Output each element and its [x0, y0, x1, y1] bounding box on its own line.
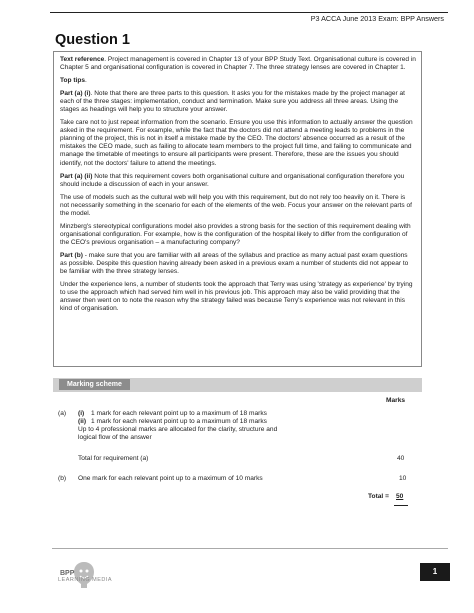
part-b-body: - make sure that you are familiar with all areas of the syllabus and practice as many actual past exam questions as possible. Despite this question having already been asked in a previous exam a number of students did not appear to be familiar with the three strategy lenses.: [60, 251, 409, 276]
text-reference-label: Text reference: [60, 56, 105, 63]
part-a-i-body: . Note that there are three parts to this question. It asks you for the mistakes made by the project manager at each of the three stages: implementation, conduct and termination. Make sure you address all three areas. Using the stages as headings will help you to structure your answer.: [60, 90, 405, 114]
scenario-advice-paragraph: Take care not to just repeat information from the scenario. Ensure you use this information to actually answer the question asked in the requirement. For example, while the fact that the doctors did not attend a meeting leads to problems in the planning of the project, this is not in itself a mistake made by the CEO. The doctors' absence occurred as a result of the mistakes the CEO made, such as failing to allocate team members to the project full time, and failing to communicate and manage the timetable of meetings to ensure all participants were present. Therefore, these are the issues you should identify, not the doctors' failure to attend the meetings.: [60, 119, 413, 167]
part-a-label: (a): [58, 410, 67, 417]
part-b-mark-label: (b): [58, 475, 67, 482]
part-a-ii-body: Note that this requirement covers both organisational culture and organisational configuration therefore you should include a discussion of each in your answer.: [60, 172, 405, 188]
top-tips-paragraph: [60, 77, 416, 85]
part-a-i-mark-label: (i): [78, 410, 85, 417]
footer-rule: [52, 548, 448, 549]
brand-name: BPP: [60, 570, 75, 577]
page-title: Question 1: [55, 32, 130, 48]
grand-total-value: 50: [396, 493, 404, 500]
part-a-total-value: 40: [397, 455, 405, 462]
marking-scheme-label: Marking scheme: [59, 379, 130, 390]
brand-subtitle: LEARNING MEDIA: [58, 577, 113, 583]
guidance-box: [53, 51, 422, 367]
marking-scheme-bar: [53, 378, 422, 392]
text-reference-paragraph: [60, 56, 416, 72]
part-b-mark-text: One mark for each relevant point up to a maximum of 10 marks: [78, 475, 263, 482]
part-a-i-paragraph: [60, 90, 416, 114]
mintzberg-paragraph: Minzberg's stereotypical configurations model also provides a strong basis for the section of this requirement dealing with organisational configuration. For example, how is the configuration of the hospital likely to differ from the configuration of the CEO's previous organisation – a manufacturing company?: [60, 222, 411, 246]
part-a-i-label: Part (a) (i): [60, 90, 91, 98]
part-a-ii-label: Part (a) (ii): [60, 172, 93, 180]
grand-total-label: Total =: [368, 493, 389, 500]
part-a-i-mark-text: 1 mark for each relevant point up to a maximum of 18 marks: [91, 410, 267, 417]
part-b-paragraph: [60, 252, 416, 276]
cultural-web-paragraph: The use of models such as the cultural web will help you with this requirement, but do not rely too heavily on it. There is not necessarily something in the scenario for each of the elements of the web. Focus your answer on the relevant parts of the model.: [60, 193, 412, 217]
professional-marks-line-1: Up to 4 professional marks are allocated for the clarity, structure and: [78, 426, 278, 433]
part-a-ii-mark-label: (ii): [78, 418, 87, 425]
part-a-ii-paragraph: [60, 173, 416, 189]
part-a-total-text: Total for requirement (a): [78, 455, 149, 462]
header-rule: [50, 12, 448, 13]
top-tips-body: .: [84, 77, 87, 85]
professional-marks-line-2: logical flow of the answer: [78, 434, 152, 441]
text-reference-body: . Project management is covered in Chapter 13 of your BPP Study Text. Organisational culture is covered in Chapter 5 and organisational configuration is covered in Chapter 7. The three strategy lenses are covered in Chapter 1.: [60, 56, 416, 72]
experience-lens-paragraph: Under the experience lens, a number of students took the approach that Terry was using 'strategy as experience' by trying to use the approach which had served him well in his previous job. This approach may also be valid providing that the answer then went on to note the reason why the strategy failed was because Terry's experience was not relevant in this kind of organisation.: [60, 281, 413, 313]
total-double-rule: [394, 505, 408, 506]
part-b-label: Part (b): [60, 251, 83, 259]
page-number-badge: 1: [420, 563, 450, 581]
part-a-ii-mark-text: 1 mark for each relevant point up to a maximum of 18 marks: [91, 418, 267, 425]
top-tips-label: Top tips: [60, 77, 85, 85]
part-b-mark-value: 10: [399, 475, 407, 482]
running-header: P3 ACCA June 2013 Exam: BPP Answers: [310, 14, 444, 23]
marks-header: Marks: [386, 397, 406, 404]
